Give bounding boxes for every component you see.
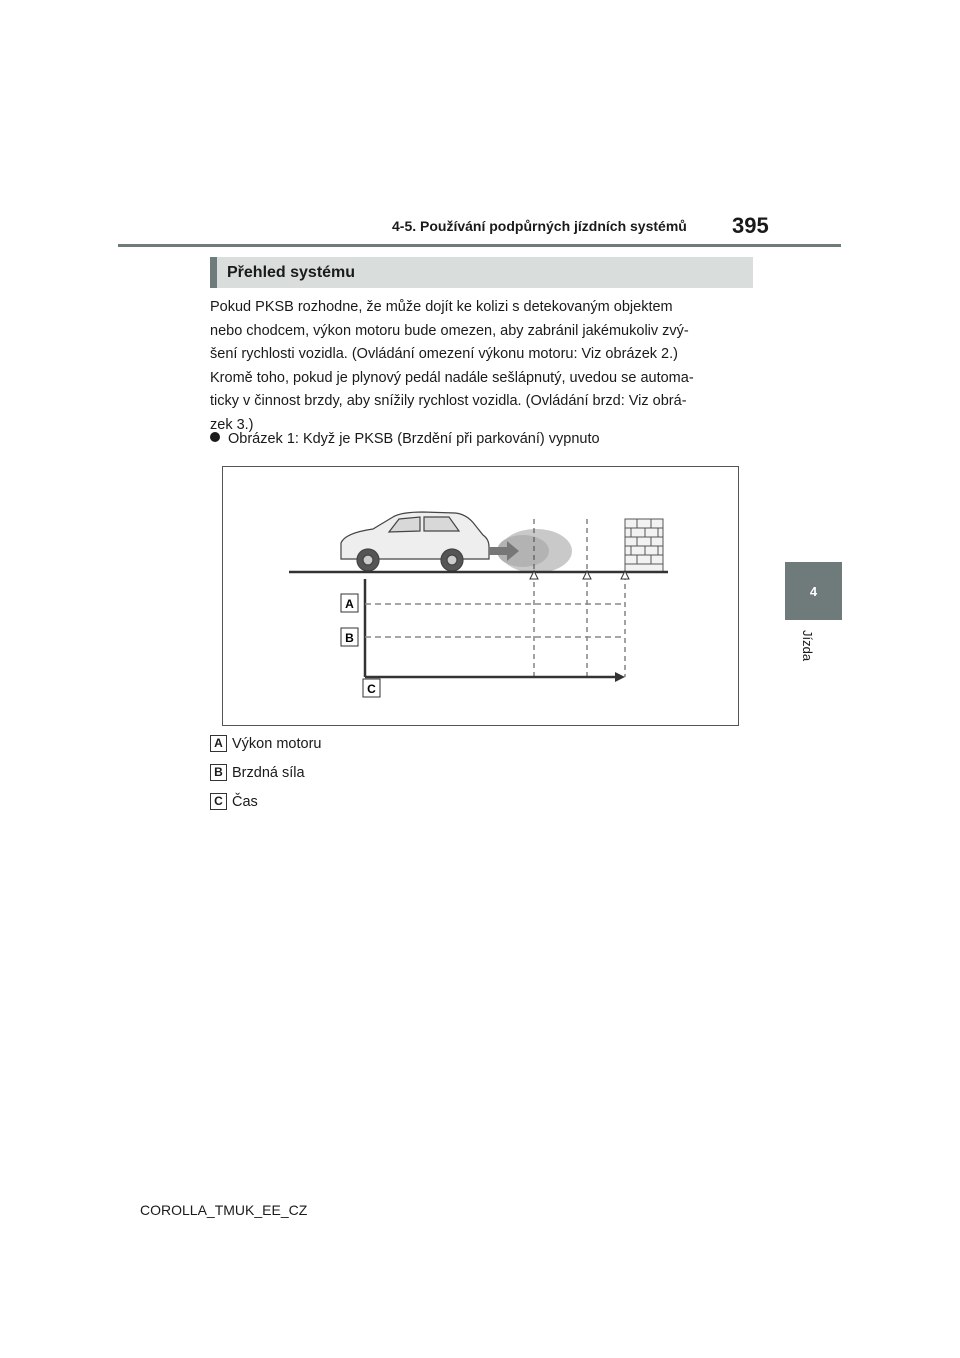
header-rule: [118, 244, 841, 247]
legend-text: Brzdná síla: [232, 764, 305, 781]
chapter-label: Jízda: [800, 630, 815, 662]
paragraph-line: zek 3.): [210, 416, 254, 433]
legend-item: [210, 793, 258, 810]
paragraph-line: nebo chodcem, výkon motoru bude omezen, aby zabránil jakémukoliv zvý-: [210, 322, 689, 339]
figure-label-a: A: [345, 597, 354, 611]
section-heading: Přehled systému: [210, 257, 753, 288]
header-section-title: 4-5. Používání podpůrných jízdních systémů: [392, 218, 687, 234]
footer-doc-code: COROLLA_TMUK_EE_CZ: [140, 1202, 308, 1218]
legend-key: A: [210, 735, 227, 752]
figure-1: [222, 466, 739, 726]
paragraph-line: ticky v činnost brzdy, aby snížily rychlost vozidla. (Ovládání brzd: Viz obrá-: [210, 393, 687, 409]
figure-label-b: B: [345, 631, 354, 645]
figure-label-c: C: [367, 682, 376, 696]
wall-icon: [625, 519, 663, 572]
legend-item: [210, 735, 321, 752]
bullet-item: [210, 431, 600, 447]
paragraph-line: Pokud PKSB rozhodne, že může dojít ke kolizi s detekovaným objektem: [210, 299, 673, 315]
legend-key: C: [210, 793, 227, 810]
paragraph-line: šení rychlosti vozidla. (Ovládání omezení výkonu motoru: Viz obrázek 2.): [210, 346, 678, 362]
bullet-text: Obrázek 1: Když je PKSB (Brzdění při parkování) vypnuto: [228, 431, 600, 447]
chapter-number: 4: [809, 583, 818, 599]
page-number: 395: [732, 213, 769, 238]
car-icon: [341, 512, 489, 571]
paragraph-line: Kromě toho, pokud je plynový pedál nadále sešlápnutý, uvedou se automa-: [210, 369, 694, 386]
legend-key: B: [210, 764, 227, 781]
bullet-dot-icon: [210, 432, 220, 442]
figure-diagram: [223, 467, 740, 727]
body-paragraph: [210, 296, 758, 437]
legend-item: [210, 764, 305, 781]
chapter-tab: [785, 562, 842, 620]
legend-text: Výkon motoru: [232, 735, 322, 752]
legend-text: Čas: [232, 793, 258, 810]
time-axis-arrow-icon: [615, 672, 625, 682]
